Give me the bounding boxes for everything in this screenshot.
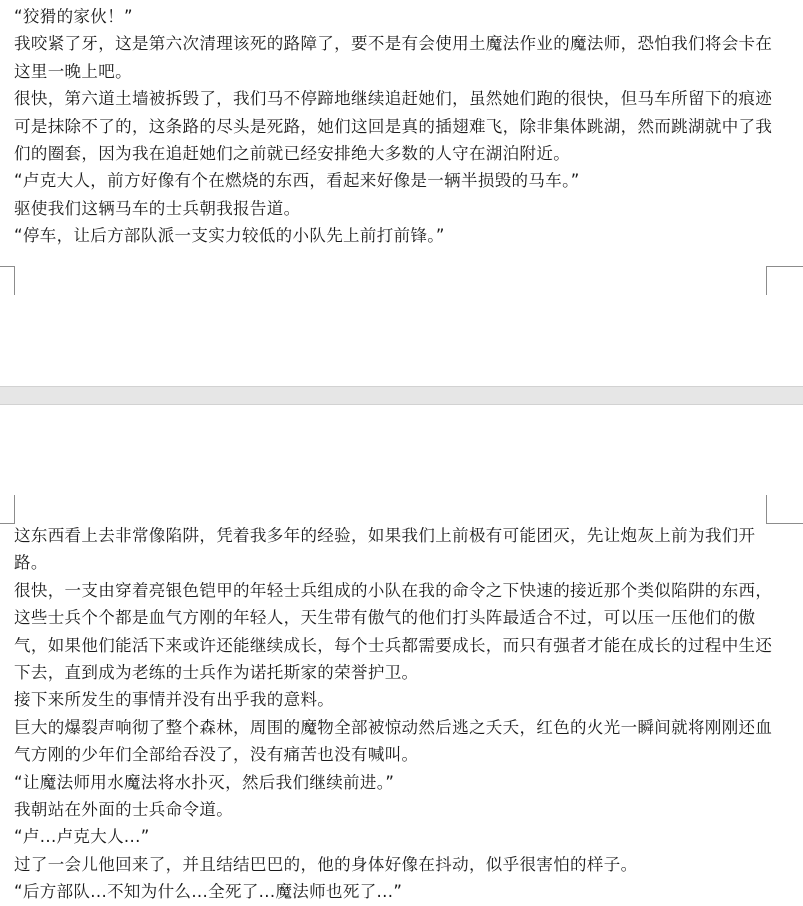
paragraph: “卢克大人，前方好像有个在燃烧的东西，看起来好像是一辆半损毁的马车。”	[14, 171, 580, 191]
paragraph: “让魔法师用水魔法将水扑灭，然后我们继续前进。”	[14, 772, 395, 792]
paragraph: “狡猾的家伙！”	[14, 7, 133, 26]
paragraph: 我朝站在外面的士兵命令道。	[14, 800, 234, 820]
paragraph: “后方部队...不知为什么...全死了...魔法师也死了...”	[14, 882, 403, 902]
paragraph: “卢...卢克大人...”	[14, 827, 150, 847]
margin-corner-mark	[766, 495, 803, 524]
margin-corner-mark	[0, 495, 15, 524]
paragraph: 巨大的爆裂声响彻了整个森林，周围的魔物全部被惊动然后逃之夭夭，红色的火光一瞬间就将刚刚还血气方刚的少年们全部给吞没了，没有痛苦也没有喊叫。	[14, 717, 773, 765]
paragraph: 接下来所发生的事情并没有出乎我的意料。	[14, 690, 335, 710]
page-separator	[0, 386, 803, 405]
margin-corner-mark	[766, 266, 803, 295]
document-page-1	[0, 0, 803, 386]
paragraph: 很快，第六道土墙被拆毁了，我们马不停蹄地继续追赶她们，虽然她们跑的很快，但马车所留下的痕迹可是抹除不了的，这条路的尽头是死路，她们这回是真的插翅难飞，除非集体跳湖，然而跳湖就中了我们的圈套，因为我在追赶她们之前就已经安排绝大多数的人守在湖泊附近。	[14, 89, 773, 164]
document-page-2	[0, 405, 803, 906]
margin-corner-mark	[0, 266, 15, 295]
paragraph: 这东西看上去非常像陷阱，凭着我多年的经验，如果我们上前极有可能团灭，先让炮灰上前为我们开路。	[14, 526, 756, 573]
page-1-body	[14, 3, 774, 250]
paragraph: “停车，让后方部队派一支实力较低的小队先上前打前锋。”	[14, 226, 445, 246]
paragraph: 驱使我们这辆马车的士兵朝我报告道。	[14, 198, 301, 218]
page-2-body	[14, 522, 774, 906]
paragraph: 我咬紧了牙，这是第六次清理该死的路障了，要不是有会使用土魔法作业的魔法师，恐怕我们将会卡在这里一晚上吧。	[14, 34, 773, 81]
paragraph: 过了一会儿他回来了，并且结结巴巴的，他的身体好像在抖动，似乎很害怕的样子。	[14, 854, 638, 874]
paragraph: 很快，一支由穿着亮银色铠甲的年轻士兵组成的小队在我的命令之下快速的接近那个类似陷阱的东西，这些士兵个个都是血气方刚的年轻人，天生带有傲气的他们打头阵最适合不过，可以压一压他们的傲气，如果他们能活下来或许还能继续成长，每个士兵都需要成长，而只有强者才能在成长的过程中生还下去，直到成为老练的士兵作为诺托斯家的荣誉护卫。	[14, 580, 773, 683]
